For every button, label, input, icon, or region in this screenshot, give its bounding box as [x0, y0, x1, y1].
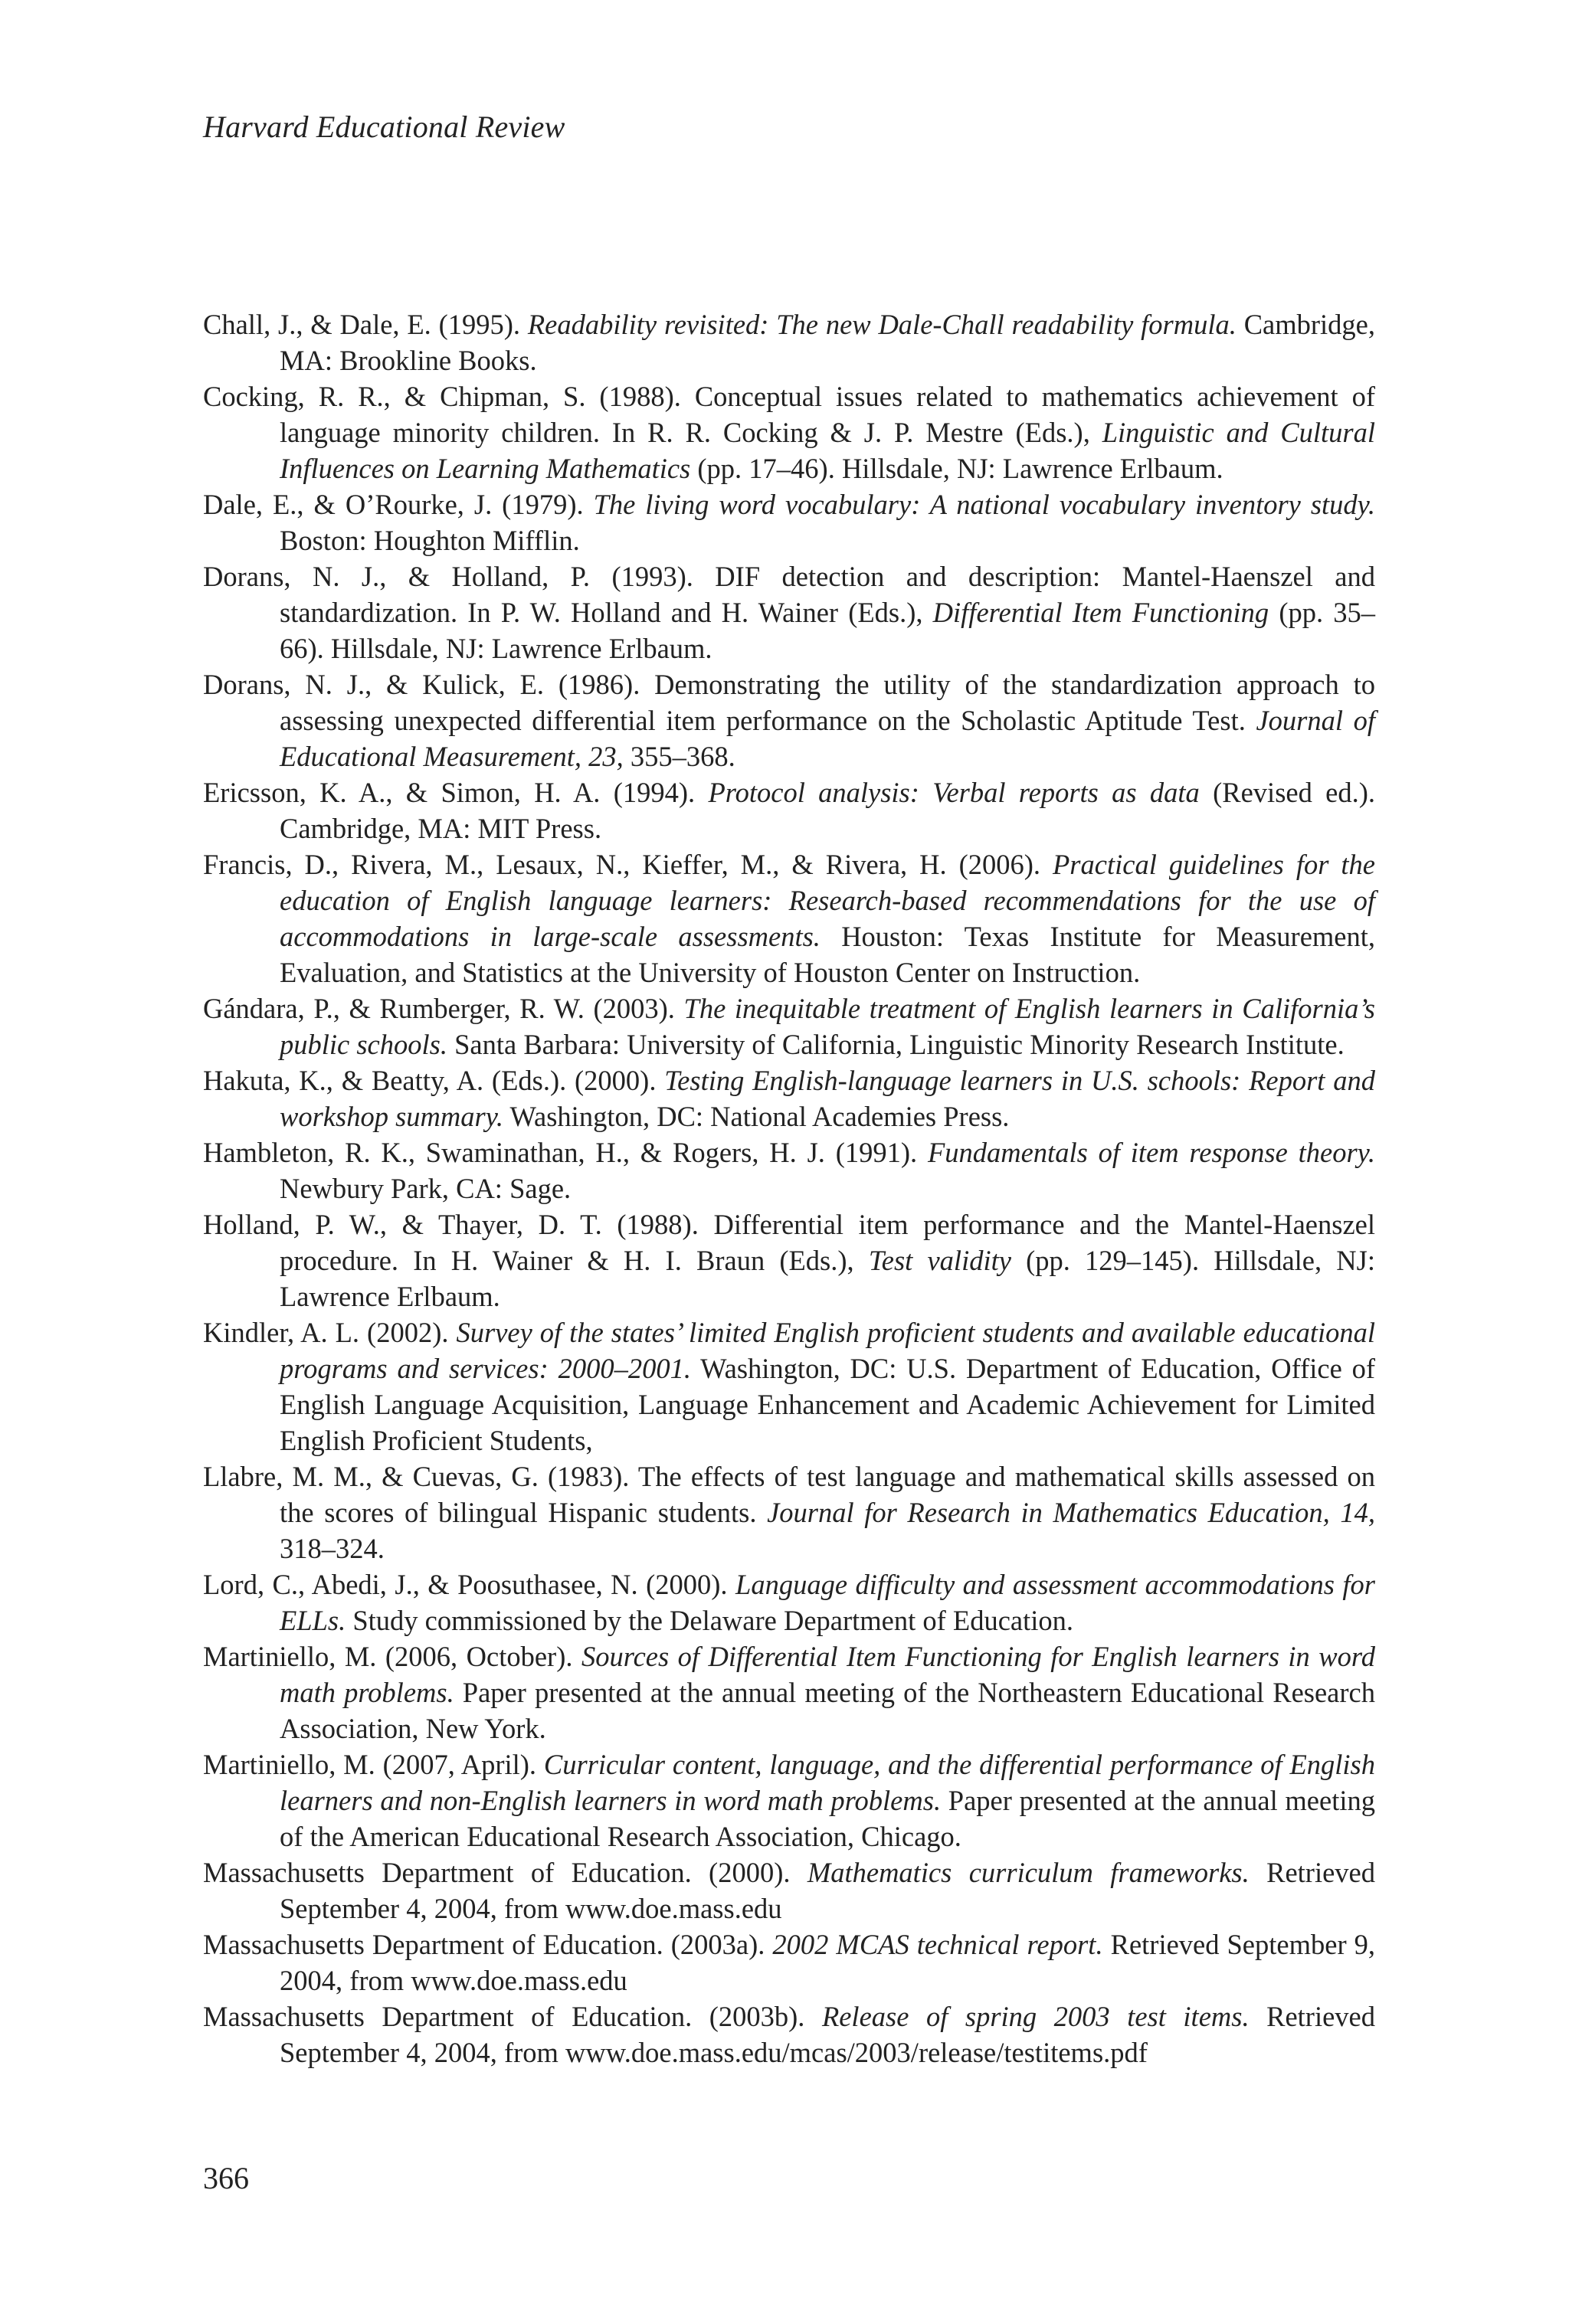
reference-text: Dorans, N. J., & Kulick, E. (1986). Demonstrating the utility of the standardization approach to assessing unexpected differential item performance on the Scholastic Aptitude Test.: [203, 669, 1375, 736]
reference-text: (pp. 35–66). Hillsdale, NJ: Lawrence Erlbaum.: [280, 597, 1376, 664]
reference-text: Chall, J., & Dale, E. (1995).: [203, 309, 528, 340]
reference-text: (pp. 17–46). Hillsdale, NJ: Lawrence Erlbaum.: [690, 453, 1223, 484]
reference-text: Washington, DC: U.S. Department of Education, Office of English Language Acquisition, Language Enhancement and Academic Achievement for Limited English Proficient Students,: [280, 1353, 1375, 1456]
reference-entry: [203, 1746, 1375, 1854]
reference-text: Boston: Houghton Mifflin.: [280, 525, 580, 556]
reference-text: Cocking, R. R., & Chipman, S. (1988). Conceptual issues related to mathematics achievement of language minority children. In R. R. Cocking & J. P. Mestre (Eds.),: [203, 381, 1375, 448]
reference-text: Hakuta, K., & Beatty, A. (Eds.). (2000).: [203, 1065, 665, 1096]
reference-entry: [203, 306, 1375, 378]
reference-title: Test validity: [868, 1245, 1011, 1276]
reference-text: Retrieved September 4, 2004, from www.doe.mass.edu/mcas/2003/release/testitems.pdf: [280, 2001, 1375, 2068]
reference-title: Journal for Research in Mathematics Education, 14,: [767, 1497, 1375, 1528]
reference-title: Language difficulty and assessment accommodations for ELLs.: [280, 1569, 1375, 1636]
reference-text: Retrieved September 4, 2004, from www.doe.mass.edu: [280, 1857, 1375, 1924]
reference-entry: [203, 1998, 1375, 2070]
running-head: Harvard Educational Review: [203, 110, 565, 144]
reference-text: 318–324.: [280, 1533, 385, 1564]
reference-text: Houston: Texas Institute for Measurement, Evaluation, and Statistics at the University of Houston Center on Instruction.: [280, 921, 1375, 988]
reference-text: Massachusetts Department of Education. (2003a).: [203, 1929, 773, 1960]
reference-text: Cambridge, MA: Brookline Books.: [280, 309, 1376, 376]
reference-entry: [203, 1926, 1375, 1998]
reference-text: Kindler, A. L. (2002).: [203, 1317, 457, 1348]
reference-text: Francis, D., Rivera, M., Lesaux, N., Kieffer, M., & Rivera, H. (2006).: [203, 849, 1053, 880]
reference-title: Mathematics curriculum frameworks.: [807, 1857, 1250, 1888]
reference-title: 2002 MCAS technical report.: [772, 1929, 1103, 1960]
reference-title: The inequitable treatment of English learners in California’s public schools.: [280, 993, 1376, 1060]
reference-title: Curricular content, language, and the differential performance of English learners and non-English learners in word math problems.: [280, 1749, 1375, 1816]
reference-text: Dorans, N. J., & Holland, P. (1993). DIF detection and description: Mantel-Haenszel and standardization. In P. W. Holland and H. Wainer (Eds.),: [203, 561, 1375, 628]
reference-text: Paper presented at the annual meeting of the American Educational Research Association, Chicago.: [280, 1785, 1375, 1852]
reference-text: Massachusetts Department of Education. (2003b).: [203, 2001, 822, 2032]
reference-entry: [203, 774, 1375, 846]
reference-title: Sources of Differential Item Functioning for English learners in word math problems.: [280, 1641, 1375, 1708]
reference-text: Holland, P. W., & Thayer, D. T. (1988). Differential item performance and the Mantel-Haenszel procedure. In H. Wainer & H. I. Braun (Eds.),: [203, 1209, 1375, 1276]
reference-title: Journal of Educational Measurement, 23,: [280, 705, 1375, 772]
reference-text: Retrieved September 9, 2004, from www.doe.mass.edu: [280, 1929, 1375, 1996]
reference-text: (pp. 129–145). Hillsdale, NJ: Lawrence Erlbaum.: [280, 1245, 1375, 1312]
reference-text: 355–368.: [623, 741, 735, 772]
reference-text: Massachusetts Department of Education. (2000).: [203, 1857, 807, 1888]
reference-text: Dale, E., & O’Rourke, J. (1979).: [203, 489, 594, 520]
reference-title: Fundamentals of item response theory.: [927, 1137, 1375, 1168]
reference-list: [203, 306, 1375, 2070]
reference-title: Readability revisited: The new Dale-Chall readability formula.: [527, 309, 1237, 340]
reference-text: Lord, C., Abedi, J., & Poosuthasee, N. (2000).: [203, 1569, 736, 1600]
reference-entry: [203, 378, 1375, 486]
reference-text: Gándara, P., & Rumberger, R. W. (2003).: [203, 993, 684, 1024]
reference-entry: [203, 1062, 1375, 1134]
reference-title: Release of spring 2003 test items.: [821, 2001, 1250, 2032]
reference-text: Paper presented at the annual meeting of the Northeastern Educational Research Association, New York.: [280, 1677, 1375, 1744]
reference-entry: [203, 846, 1375, 990]
reference-title: Testing English-language learners in U.S. schools: Report and workshop summary.: [280, 1065, 1375, 1132]
reference-entry: [203, 1638, 1375, 1746]
reference-title: Linguistic and Cultural Influences on Learning Mathematics: [280, 417, 1375, 484]
reference-entry: [203, 1206, 1375, 1314]
reference-text: Llabre, M. M., & Cuevas, G. (1983). The effects of test language and mathematical skills assessed on the scores of bilingual Hispanic students.: [203, 1461, 1375, 1528]
reference-text: Santa Barbara: University of California, Linguistic Minority Research Institute.: [447, 1029, 1345, 1060]
reference-text: Newbury Park, CA: Sage.: [280, 1173, 572, 1204]
reference-text: Study commissioned by the Delaware Department of Education.: [346, 1605, 1074, 1636]
reference-title: Practical guidelines for the education of English language learners: Research-based recommendations for the use of accommodations in large-scale assessments.: [280, 849, 1375, 952]
reference-entry: [203, 1314, 1375, 1458]
reference-entry: [203, 558, 1375, 666]
reference-entry: [203, 486, 1375, 558]
reference-entry: [203, 1854, 1375, 1926]
reference-text: (Revised ed.). Cambridge, MA: MIT Press.: [280, 777, 1375, 844]
page-number: 366: [203, 2161, 249, 2195]
reference-title: Differential Item Functioning: [932, 597, 1269, 628]
reference-text: Hambleton, R. K., Swaminathan, H., & Rogers, H. J. (1991).: [203, 1137, 928, 1168]
reference-entry: [203, 1458, 1375, 1566]
reference-entry: [203, 666, 1375, 774]
reference-entry: [203, 990, 1375, 1062]
reference-title: Protocol analysis: Verbal reports as data: [708, 777, 1200, 808]
reference-entry: [203, 1566, 1375, 1638]
reference-title: Survey of the states’ limited English proficient students and available educational programs and services: 2000–2001.: [280, 1317, 1375, 1384]
reference-text: Martiniello, M. (2007, April).: [203, 1749, 544, 1780]
reference-entry: [203, 1134, 1375, 1206]
reference-text: Ericsson, K. A., & Simon, H. A. (1994).: [203, 777, 709, 808]
reference-title: The living word vocabulary: A national vocabulary inventory study.: [593, 489, 1375, 520]
reference-text: Washington, DC: National Academies Press.: [503, 1101, 1010, 1132]
reference-text: Martiniello, M. (2006, October).: [203, 1641, 581, 1672]
